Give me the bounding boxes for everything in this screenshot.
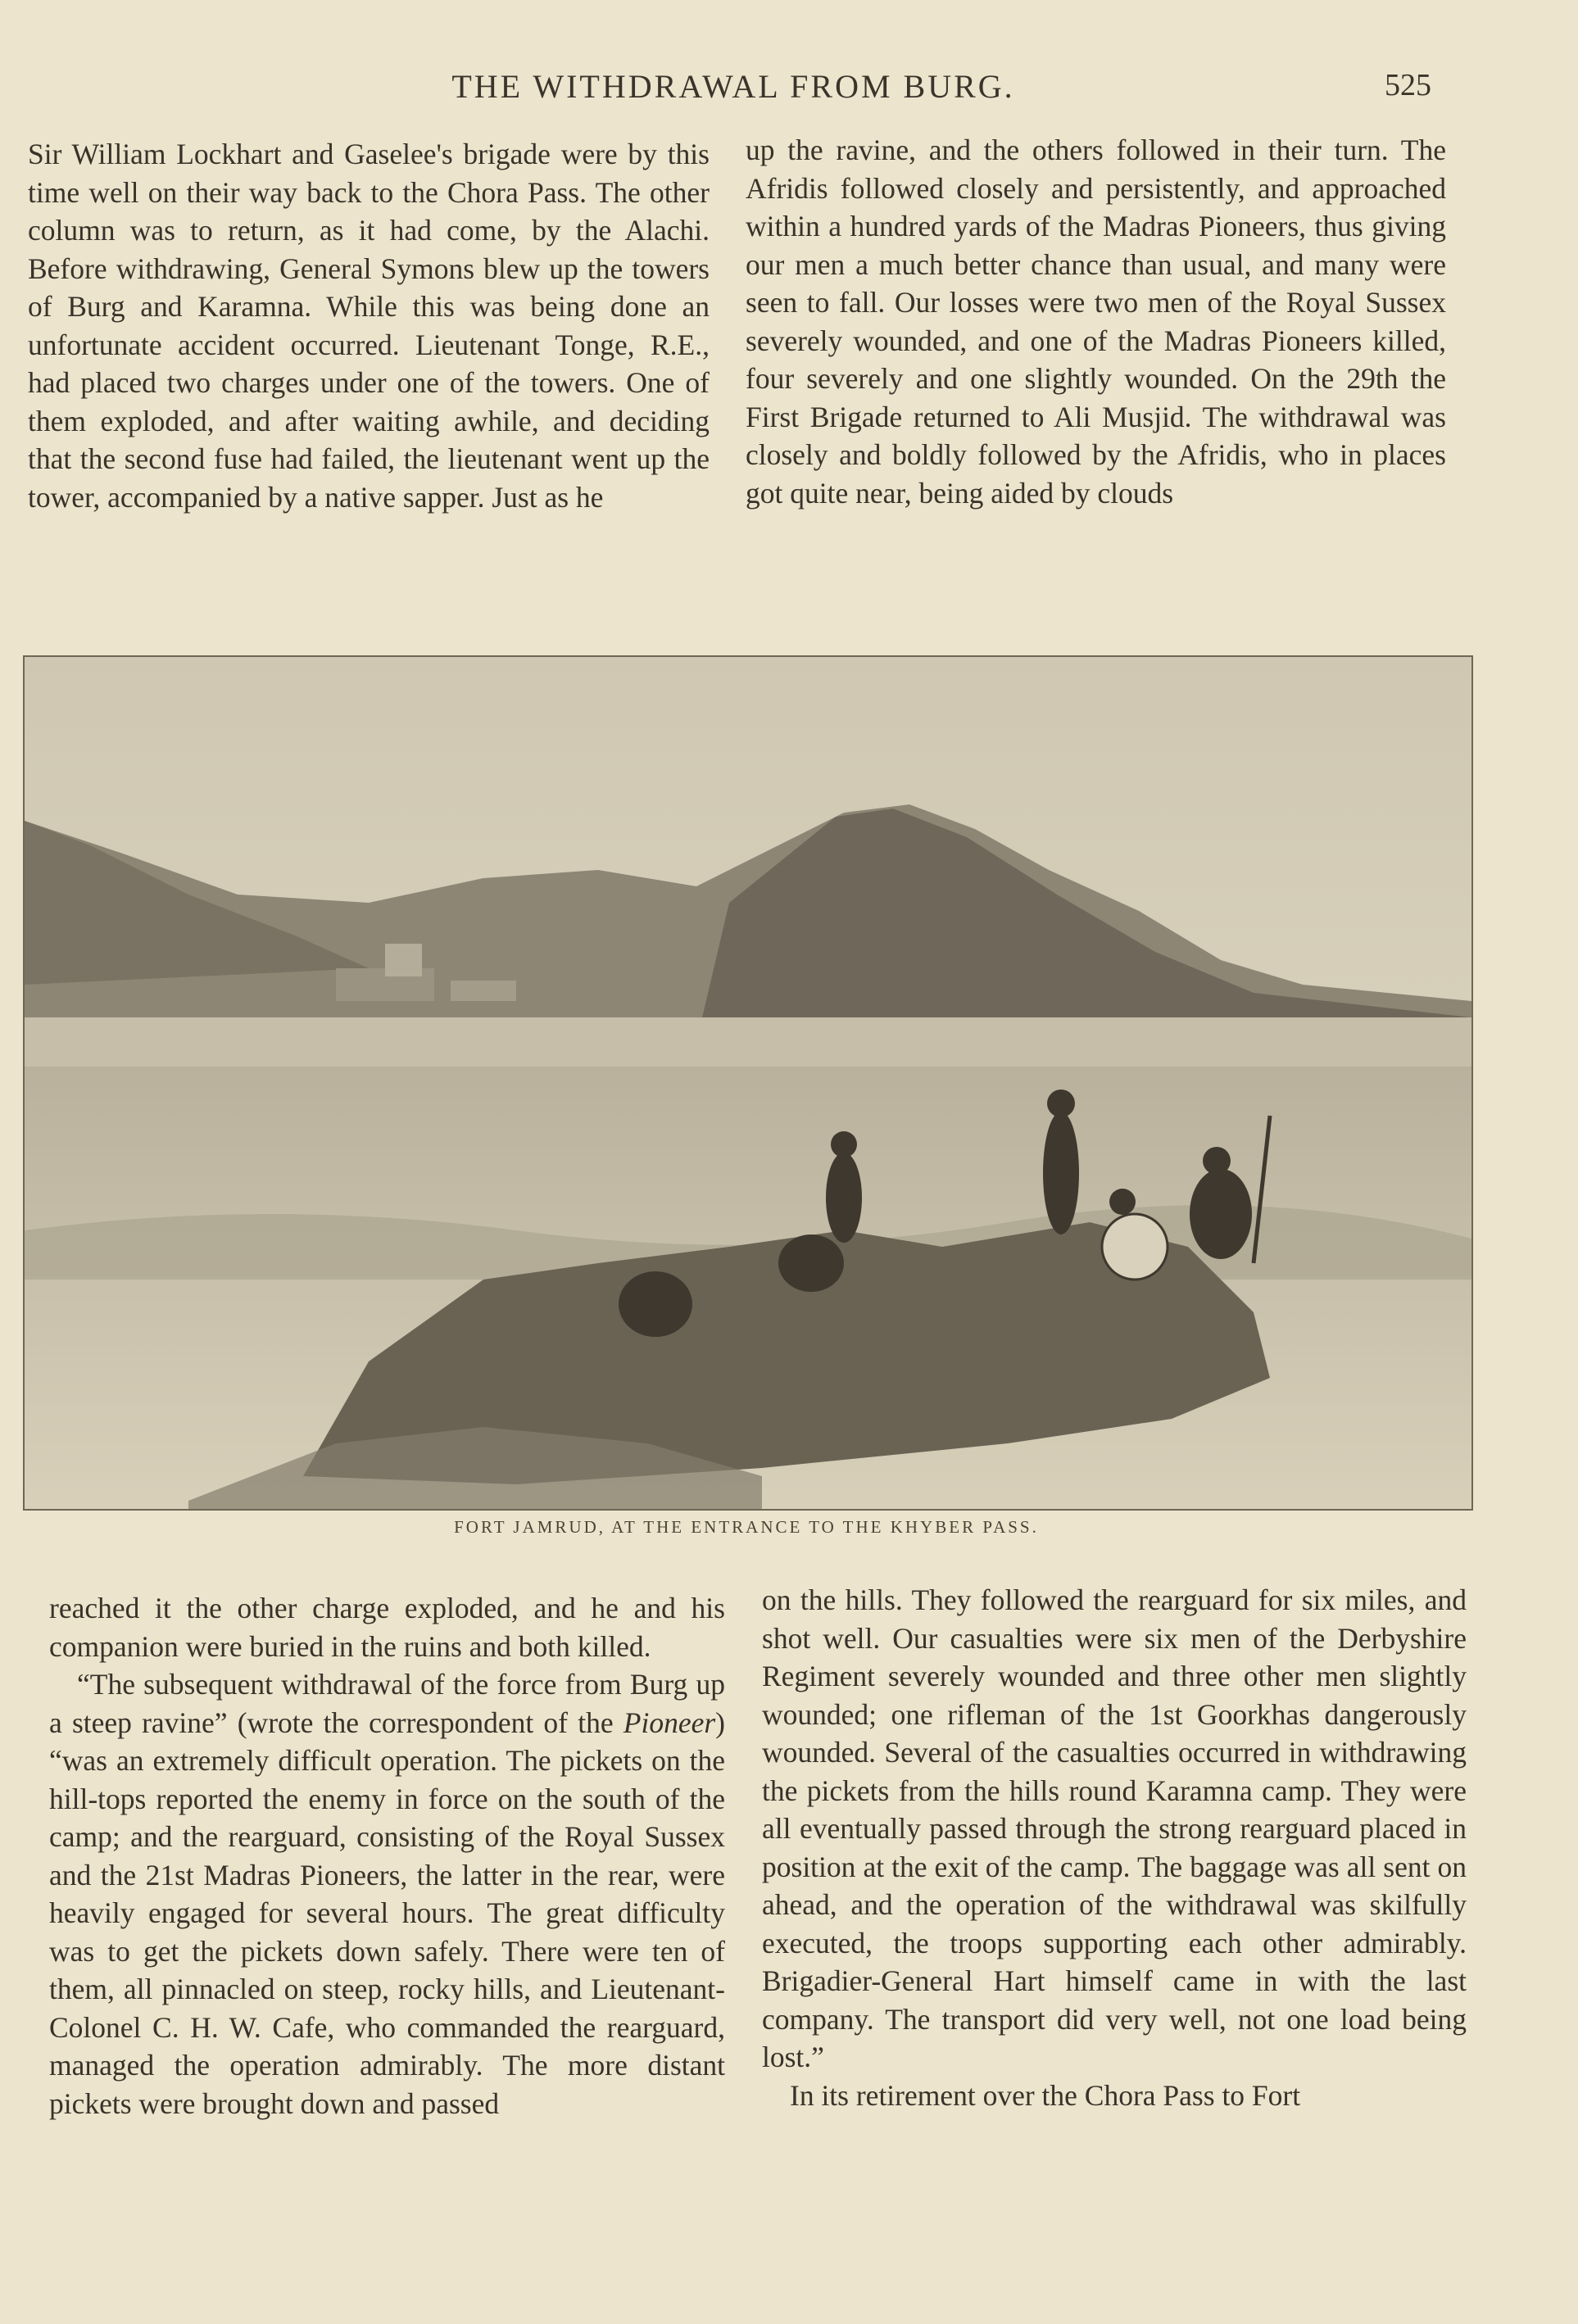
seated-figure-white-head — [1109, 1189, 1136, 1215]
illustration-fort-jamrud — [23, 655, 1473, 1511]
paragraph: up the ravine, and the others followed in their turn. The Afridis followed closely and persistently, and approached within a hundred yards of the Madras Pioneers, thus giving our men a much better chance than usual, and many were seen to fall. Our losses were two men of the Royal Sussex severely wounded, and one of the Madras Pioneers killed, four severely and one slightly wounded. On the 29th the First Brigade returned to Ali Musjid. The withdrawal was closely and boldly followed by the Afridis, who in places got quite near, being aided by clouds — [746, 134, 1446, 510]
seated-figure-dark-head — [1203, 1147, 1231, 1175]
publication-name: Pioneer — [623, 1706, 716, 1739]
seated-figure-dark — [1190, 1169, 1252, 1259]
text-column-bottom-right — [762, 1581, 1467, 2114]
standing-figure-left — [826, 1153, 862, 1243]
paragraph: In its retirement over the Chora Pass to Fort — [790, 2078, 1301, 2112]
standing-figure-left-head — [831, 1131, 857, 1157]
plain-far — [25, 1017, 1471, 1067]
page-number: 525 — [1385, 68, 1431, 102]
standing-figure-center-head — [1047, 1090, 1075, 1117]
crouching-figure-center — [778, 1234, 844, 1292]
paragraph: reached it the other charge exploded, and he and his companion were buried in the ruins and both killed. — [49, 1592, 725, 1663]
standing-figure-center — [1043, 1112, 1079, 1234]
fort-tower — [385, 944, 422, 976]
seated-figure-white — [1102, 1214, 1168, 1280]
paragraph-quote — [49, 1665, 725, 2122]
crouching-figures-left — [619, 1271, 692, 1337]
paragraph: on the hills. They followed the rearguard for six miles, and shot well. Our casualties were six men of the Derbyshire Regiment severely wounded and three other men slightly wounded; one rifleman of the 1st Goorkhas dangerously wounded. Several of the casualties occurred in withdrawing the pickets from the hills round Karamna camp. They were all eventually passed through the strong rearguard placed in position at the exit of the camp. The baggage was all sent on ahead, and the operation of the withdrawal was skilfully executed, the troops supporting each other admirably. Brigadier-General Hart himself came in with the last company. The transport did very well, not one load being lost.” — [762, 1583, 1467, 2073]
engraving-image — [25, 657, 1471, 1509]
figure-caption: FORT JAMRUD, AT THE ENTRANCE TO THE KHYBER PASS. — [454, 1517, 1039, 1537]
paragraph: Sir William Lockhart and Gaselee's brigade were by this time well on their way back to the Chora Pass. The other column was to return, as it had come, by the Alachi. Before withdrawing, General Symons blew up the towers of Burg and Karamna. While this was being done an unfortunate accident occurred. Lieutenant Tonge, R.E., had placed two charges under one of the towers. One of them exploded, and after waiting awhile, and deciding that the second fuse had failed, the lieutenant went up the tower, accompanied by a native sapper. Just as he — [28, 138, 710, 514]
text-column-top-right — [746, 131, 1446, 512]
text-column-bottom-left — [49, 1589, 725, 2122]
running-head: THE WITHDRAWAL FROM BURG. — [451, 68, 1015, 105]
fort-outbuilding — [451, 981, 516, 1001]
quote-text-start: “The subsequent withdrawal of the force from Burg up a steep ravine” (wrote the correspondent of the — [49, 1668, 725, 1739]
quote-text-end: ) “was an extremely difficult operation. The pickets on the hill-tops reported the enemy in force on the south of the camp; and the rearguard, consisting of the Royal Sussex and the 21st Madras Pioneers, the latter in the rear, were heavily engaged for several hours. The great difficulty was to get the pickets down safely. There were ten of them, all pinnacled on steep, rocky hills, and Lieutenant-Colonel C. H. W. Cafe, who commanded the rearguard, managed the operation admirably. The more distant pickets were brought down and passed — [49, 1706, 725, 2120]
text-column-top-left — [28, 135, 710, 516]
